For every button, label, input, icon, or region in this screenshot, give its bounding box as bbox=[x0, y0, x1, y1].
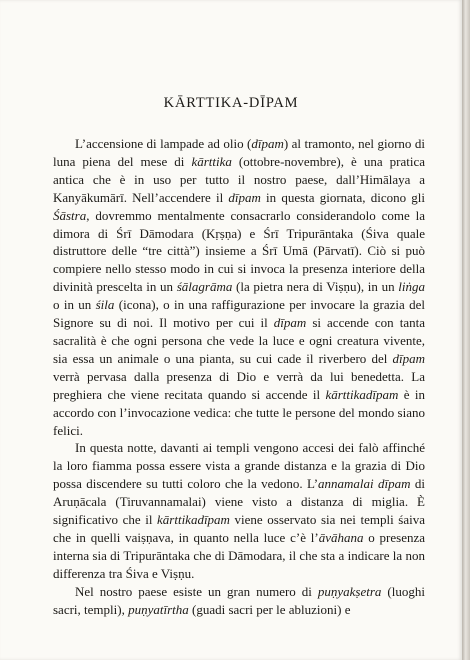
text-run: o in un bbox=[53, 297, 96, 313]
chapter-title: KĀRTTIKA-DĪPAM bbox=[163, 95, 299, 111]
italic-term: puṇyatīrtha bbox=[128, 601, 189, 617]
italic-term: kārttikadīpam bbox=[157, 512, 230, 528]
italic-term: śālagrāma bbox=[176, 279, 233, 295]
text-run: ) al tramonto, nel giorno di luna piena del mese di bbox=[53, 136, 425, 169]
page-edge bbox=[462, 0, 470, 660]
body-text bbox=[53, 135, 425, 618]
italic-term: dīpam bbox=[251, 136, 284, 151]
text-run: si accende con tanta sacralità è che ogni persona che vede la luce e ogni creatura vivente, sia essa un animale o una pianta, su cui cade il riverbero del bbox=[53, 315, 425, 366]
text-run: in questa giornata, dicono gli bbox=[260, 189, 425, 205]
italic-term: dīpam bbox=[392, 350, 425, 366]
text-run: L’accensione di lampade ad olio ( bbox=[75, 136, 252, 151]
italic-term: dīpam bbox=[273, 315, 307, 331]
paragraph bbox=[53, 439, 425, 582]
text-run: Nel nostro paese esiste un gran numero di bbox=[75, 583, 318, 599]
italic-term: puṇyakṣetra bbox=[317, 583, 382, 599]
text-run: di Aruṇācala (Tiruvannamalai) viene visto a distanza di miglia. È significativo che il bbox=[53, 476, 425, 528]
text-run: verrà pervasa dalla presenza di Dio e verrà da lui benedetta. La preghiera che viene recitata quando si accende il bbox=[53, 368, 425, 402]
italic-term: āvāhana bbox=[318, 529, 364, 545]
text-run: o presenza interna sia di Tripurāntaka che di Dāmodara, il che sta a indicare la non differenza tra Śiva e Viṣṇu. bbox=[53, 529, 426, 581]
italic-term: annamalai dīpam bbox=[318, 476, 411, 492]
text-run: , dovremmo mentalmente consacrarlo considerandolo come la dimora di Śrī Dāmodara (Kṛṣṇa) e Śrī Tripurāntaka (Śiva quale distruttore delle “tre città”) insieme a Śrī Umā (Pārvatī). Ciò si può compiere nello stesso modo in cui si invoca la presenza interiore della divinità prescelta in un bbox=[53, 207, 425, 295]
italic-term: Śāstra bbox=[53, 207, 87, 223]
text-run: In questa notte, davanti ai templi vengono accesi dei falò affinché la loro fiamma possa essere vista a grande distanza e la grazia di Dio possa discendere su tutti coloro che la vedono. L’ bbox=[53, 440, 425, 492]
italic-term: kārttika bbox=[191, 153, 232, 169]
italic-term: śila bbox=[95, 297, 115, 313]
text-run: (icona), o in una raffigurazione per invocare la grazia del Signore su di noi. Il motivo per cui il bbox=[53, 297, 425, 331]
text-run: (la pietra nera di Viṣṇu), in un bbox=[232, 279, 399, 295]
italic-term: dīpam bbox=[228, 189, 261, 205]
paragraph bbox=[53, 583, 425, 619]
text-run: è in accordo con l’invocazione vedica: che tutte le persone del mondo siano felici. bbox=[53, 386, 426, 438]
text-run: (guadi sacri per le abluzioni) e bbox=[188, 601, 351, 617]
italic-term: kārttikadīpam bbox=[325, 386, 399, 402]
italic-term: liṅga bbox=[398, 279, 425, 295]
paragraph bbox=[53, 135, 425, 439]
text-run: (ottobre-novembre), è una pratica antica che è in uso per tutto il nostro paese, dall’Himālaya a Kanyākumārī. Nell’accendere il bbox=[53, 153, 425, 205]
text-run: (luoghi sacri, templi), bbox=[53, 583, 425, 617]
text-run: viene osservato sia nei templi śaiva che in quelli vaiṣṇava, in quanto nella luce c’è l’ bbox=[53, 512, 425, 545]
